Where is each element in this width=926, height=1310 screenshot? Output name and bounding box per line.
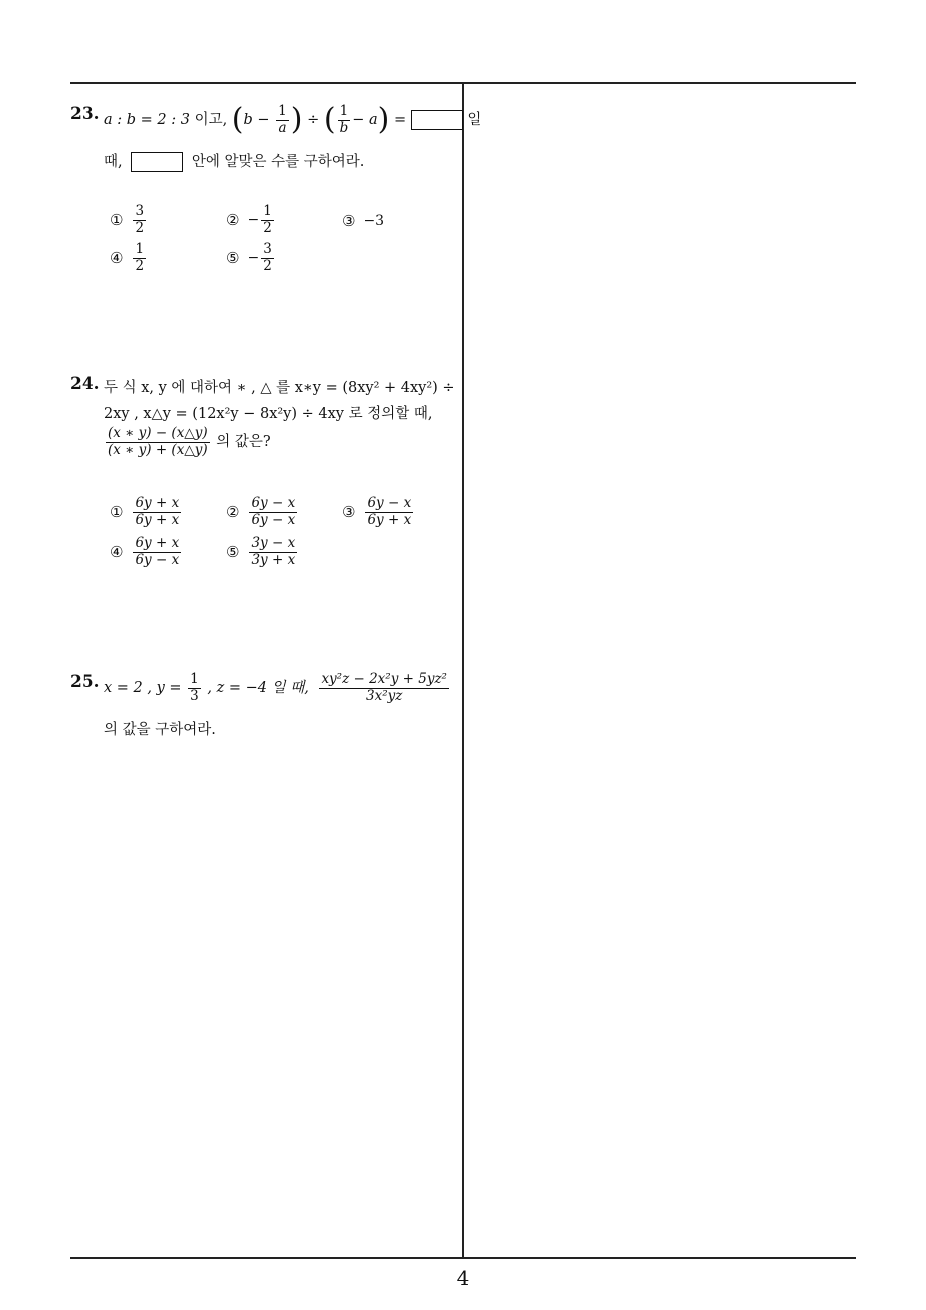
question-text-line-1: a : b = 2 : 3 이고, (b − $\frac{1}{a}$ ) ÷ ( $\frac{1}{b}$ − a) = 일 xyxy=(104,102,482,138)
question-text-line-2: 의 값을 구하여라. xyxy=(104,722,216,738)
option-2[interactable]: ② $\frac{6y - x}{6y - x}$ xyxy=(226,495,296,528)
fraction: $\frac{1}{a}$ xyxy=(278,103,287,136)
question-24 xyxy=(70,374,460,584)
question-text-line-2: 2xy , x△y = (12x²y − 8x²y) ÷ 4xy 로 정의할 때, xyxy=(104,406,433,422)
column-divider xyxy=(462,82,464,1258)
option-5[interactable]: ⑤ $\frac{3y - x}{3y + x}$ xyxy=(226,535,296,568)
option-3[interactable]: ③ $\frac{6y - x}{6y + x}$ xyxy=(342,495,412,528)
answer-box xyxy=(411,110,463,130)
fraction: $\frac{1}{b}$ xyxy=(339,103,349,136)
option-2[interactable]: ② − $\frac{1}{2}$ xyxy=(226,203,272,236)
option-4[interactable]: ④ $\frac{1}{2}$ xyxy=(110,241,145,274)
question-number: 24. xyxy=(70,374,100,394)
question-text-line-2: 때, 안에 알맞은 수를 구하여라. xyxy=(104,154,365,170)
question-number: 23. xyxy=(70,104,100,124)
expression-fraction: $\frac{\text{xy²z − 2x²y + 5yz²}}{\text{3x²yz}}$ xyxy=(321,671,447,704)
question-25 xyxy=(70,672,460,752)
question-23 xyxy=(70,102,482,284)
option-3[interactable]: ③ −3 xyxy=(342,212,385,230)
option-4[interactable]: ④ $\frac{6y + x}{6y - x}$ xyxy=(110,535,180,568)
option-5[interactable]: ⑤ − $\frac{3}{2}$ xyxy=(226,241,272,274)
question-text-line-1: x = 2 , y = $\frac{1}{3}$ , z = −4 일 때, $\frac{\text{xy²z − 2x²y + 5yz²}}{\text{3x²yz}}$ xyxy=(104,671,447,704)
answer-box xyxy=(131,152,183,172)
expression-fraction: $\frac{(x ∗ y) - (x\triangle y)}{(x ∗ y) + (x\triangle y)}$ xyxy=(108,425,208,458)
question-text-line-3: $\frac{(x ∗ y) - (x\triangle y)}{(x ∗ y) + (x\triangle y)}$ 의 값은? xyxy=(108,425,271,458)
option-1[interactable]: ① $\frac{3}{2}$ xyxy=(110,203,145,236)
option-1[interactable]: ① $\frac{6y + x}{6y + x}$ xyxy=(110,495,180,528)
question-text-line-1: 두 식 x, y 에 대하여 ∗ , △ 를 x∗y = (8xy² + 4xy²) ÷ xyxy=(104,380,455,396)
question-number: 25. xyxy=(70,672,100,692)
page-number: 4 xyxy=(456,1266,470,1290)
